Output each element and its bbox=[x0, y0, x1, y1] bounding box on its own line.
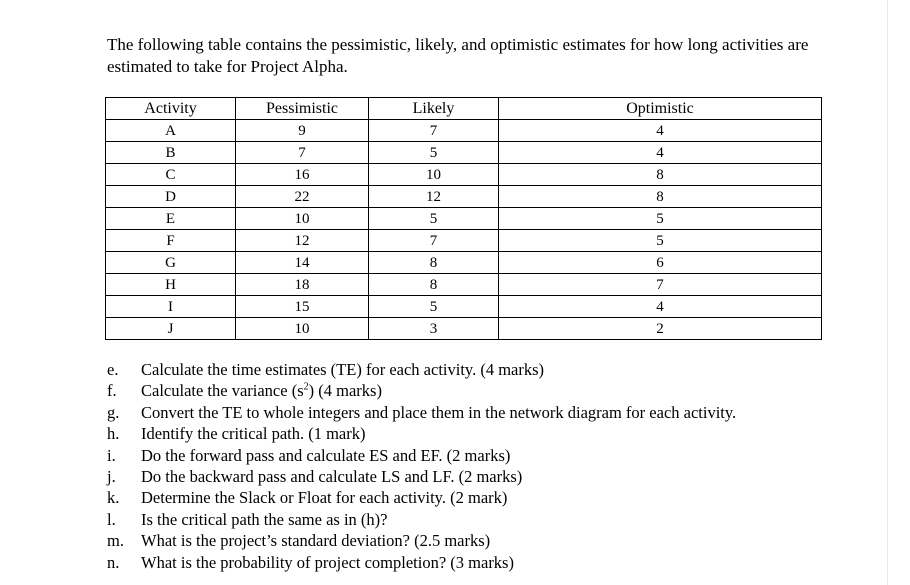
table-row bbox=[106, 296, 822, 318]
estimates-table bbox=[105, 97, 822, 340]
question-list bbox=[107, 359, 736, 573]
cell-activity: D bbox=[106, 186, 236, 208]
cell-activity: E bbox=[106, 208, 236, 230]
cell-pessimistic: 9 bbox=[236, 120, 369, 142]
question-text: Do the backward pass and calculate LS and LF. (2 marks) bbox=[141, 467, 523, 487]
table-row bbox=[106, 252, 822, 274]
question-letter: f. bbox=[107, 381, 117, 401]
cell-pessimistic: 18 bbox=[236, 274, 369, 296]
cell-optimistic: 4 bbox=[499, 296, 822, 318]
cell-pessimistic: 16 bbox=[236, 164, 369, 186]
cell-optimistic: 5 bbox=[499, 208, 822, 230]
cell-activity: G bbox=[106, 252, 236, 274]
question-item bbox=[107, 445, 736, 466]
question-letter: h. bbox=[107, 424, 120, 444]
cell-likely: 5 bbox=[369, 208, 499, 230]
cell-likely: 12 bbox=[369, 186, 499, 208]
header-pessimistic: Pessimistic bbox=[236, 98, 369, 120]
question-text: What is the probability of project completion? (3 marks) bbox=[141, 552, 514, 572]
cell-optimistic: 2 bbox=[499, 318, 822, 340]
cell-activity: H bbox=[106, 274, 236, 296]
page-edge bbox=[887, 0, 888, 585]
question-item bbox=[107, 359, 736, 380]
table-row bbox=[106, 142, 822, 164]
question-text: What is the project’s standard deviation? (2.5 marks) bbox=[141, 531, 491, 551]
table-row bbox=[106, 186, 822, 208]
cell-optimistic: 8 bbox=[499, 164, 822, 186]
question-letter: k. bbox=[107, 488, 120, 508]
cell-pessimistic: 22 bbox=[236, 186, 369, 208]
question-letter: l. bbox=[107, 509, 116, 529]
table-row bbox=[106, 120, 822, 142]
cell-activity: C bbox=[106, 164, 236, 186]
cell-pessimistic: 10 bbox=[236, 208, 369, 230]
cell-likely: 5 bbox=[369, 296, 499, 318]
header-optimistic: Optimistic bbox=[499, 98, 822, 120]
question-item bbox=[107, 530, 736, 551]
question-item bbox=[107, 380, 736, 401]
table-row bbox=[106, 318, 822, 340]
question-item bbox=[107, 509, 736, 530]
cell-likely: 8 bbox=[369, 274, 499, 296]
cell-optimistic: 8 bbox=[499, 186, 822, 208]
cell-pessimistic: 15 bbox=[236, 296, 369, 318]
header-likely: Likely bbox=[369, 98, 499, 120]
intro-paragraph: The following table contains the pessimistic, likely, and optimistic estimates for how long activities are estimated to take for Project Alpha. bbox=[107, 35, 809, 76]
question-text: Calculate the variance (s bbox=[141, 381, 304, 401]
cell-pessimistic: 14 bbox=[236, 252, 369, 274]
table-row bbox=[106, 274, 822, 296]
cell-likely: 10 bbox=[369, 164, 499, 186]
cell-optimistic: 5 bbox=[499, 230, 822, 252]
header-activity: Activity bbox=[106, 98, 236, 120]
cell-optimistic: 4 bbox=[499, 142, 822, 164]
cell-pessimistic: 7 bbox=[236, 142, 369, 164]
question-text: Determine the Slack or Float for each activity. (2 mark) bbox=[141, 488, 508, 508]
question-item bbox=[107, 487, 736, 508]
question-item bbox=[107, 552, 736, 573]
cell-pessimistic: 12 bbox=[236, 230, 369, 252]
superscript: 2 bbox=[303, 381, 309, 393]
cell-likely: 5 bbox=[369, 142, 499, 164]
question-letter: m. bbox=[107, 531, 124, 551]
question-letter: n. bbox=[107, 552, 120, 572]
cell-optimistic: 7 bbox=[499, 274, 822, 296]
cell-likely: 7 bbox=[369, 230, 499, 252]
cell-activity: A bbox=[106, 120, 236, 142]
cell-activity: F bbox=[106, 230, 236, 252]
table-row bbox=[106, 208, 822, 230]
cell-likely: 3 bbox=[369, 318, 499, 340]
question-text: Is the critical path the same as in (h)? bbox=[141, 509, 388, 529]
question-item bbox=[107, 423, 736, 444]
cell-likely: 8 bbox=[369, 252, 499, 274]
cell-optimistic: 6 bbox=[499, 252, 822, 274]
question-letter: j. bbox=[107, 467, 116, 487]
question-text: Convert the TE to whole integers and place them in the network diagram for each activity. bbox=[141, 402, 737, 422]
question-text: Calculate the time estimates (TE) for each activity. (4 marks) bbox=[141, 360, 545, 379]
question-item bbox=[107, 466, 736, 487]
cell-pessimistic: 10 bbox=[236, 318, 369, 340]
table-header-row bbox=[106, 98, 822, 120]
question-item bbox=[107, 402, 736, 423]
question-letter: e. bbox=[107, 360, 119, 379]
question-letter: g. bbox=[107, 402, 120, 422]
cell-activity: I bbox=[106, 296, 236, 318]
question-letter: i. bbox=[107, 445, 116, 465]
question-text-after: ) (4 marks) bbox=[308, 381, 382, 401]
question-text: Do the forward pass and calculate ES and EF. (2 marks) bbox=[141, 445, 511, 465]
table-row bbox=[106, 230, 822, 252]
question-text: Identify the critical path. (1 mark) bbox=[141, 424, 366, 444]
cell-activity: B bbox=[106, 142, 236, 164]
cell-optimistic: 4 bbox=[499, 120, 822, 142]
cell-activity: J bbox=[106, 318, 236, 340]
table-row bbox=[106, 164, 822, 186]
cell-likely: 7 bbox=[369, 120, 499, 142]
